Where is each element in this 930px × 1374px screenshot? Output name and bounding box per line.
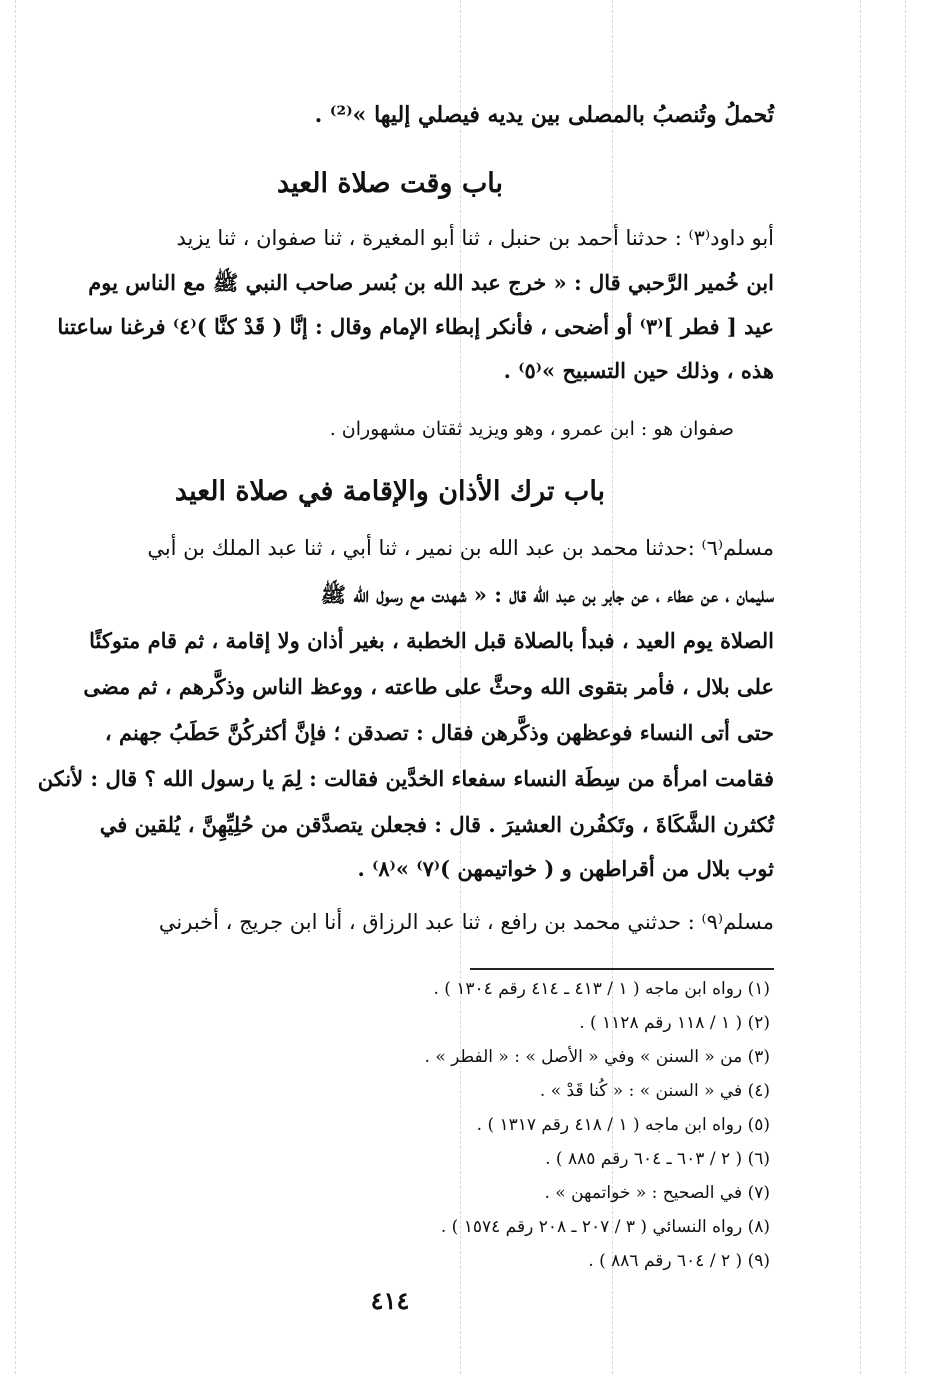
paragraph-line: فقامت امرأة من سِطَة النساء سفعاء الخدَّين فقالت : لِمَ يا رسول الله ؟ قال : لأنكن (37, 766, 774, 791)
paragraph-line: على بلال ، فأمر بتقوى الله وحثَّ على طاعته ، ووعظ الناس وذكَّرهم ، ثم مضى (83, 674, 774, 699)
section-heading-no-adhan: باب ترك الأذان والإقامة في صلاة العيد (174, 476, 606, 507)
section-heading-eid-time: باب وقت صلاة العيد (276, 168, 504, 199)
paragraph-line: حتى أتى النساء فوعظهن وذكَّرهن فقال : تصدقن ؛ فإنَّ أكثركُنَّ حَطَبُ جهنم ، (104, 720, 774, 745)
paragraph-line: ابن خُمير الرَّحبي قال : « خرج عبد الله بن بُسر صاحب النبي ﷺ مع الناس يوم (88, 270, 774, 295)
continuation-line: تُحملُ وتُنصبُ بالمصلى بين يديه فيصلي إليها »⁽²⁾ . (314, 102, 774, 128)
scan-guide-line (860, 0, 861, 1374)
paragraph-line: مسلم⁽٦⁾ :حدثنا محمد بن عبد الله بن نمير ، ثنا أبي ، ثنا عبد الملك بن أبي (147, 536, 774, 560)
footnote-5: (٥) رواه ابن ماجه ( ١ / ٤١٨ رقم ١٣١٧ ) . (476, 1115, 770, 1135)
paragraph-line: هذه ، وذلك حين التسبيح »⁽٥⁾ . (503, 358, 774, 383)
paragraph-line: مسلم⁽٩⁾ : حدثني محمد بن رافع ، ثنا عبد الرزاق ، أنا ابن جريج ، أخبرني (158, 910, 774, 934)
footnote-separator (470, 968, 774, 970)
page-number: ٤١٤ (370, 1286, 410, 1315)
footnote-8: (٨) رواه النسائي ( ٣ / ٢٠٧ ـ ٢٠٨ رقم ١٥٧٤ ) . (440, 1217, 770, 1237)
footnote-6: (٦) ( ٢ / ٦٠٣ ـ ٦٠٤ رقم ٨٨٥ ) . (545, 1149, 770, 1169)
scan-guide-line (905, 0, 906, 1374)
footnote-1: (١) رواه ابن ماجه ( ١ / ٤١٣ ـ ٤١٤ رقم ١٣٠٤ ) . (433, 979, 770, 999)
paragraph-line: عيد [ فطر ]⁽٣⁾ أو أضحى ، فأنكر إبطاء الإمام وقال : إنَّا ( قَدْ كنَّا )⁽٤⁾ فرغنا ساعتنا (57, 314, 774, 339)
footnote-2: (٢) ( ١ / ١١٨ رقم ١١٢٨ ) . (579, 1013, 770, 1033)
narrator-note: صفوان هو : ابن عمرو ، وهو ويزيد ثقتان مشهوران . (329, 418, 734, 440)
paragraph-line: الصلاة يوم العيد ، فبدأ بالصلاة قبل الخطبة ، بغير أذان ولا إقامة ، ثم قام متوكئًا (89, 628, 774, 653)
footnote-9: (٩) ( ٢ / ٦٠٤ رقم ٨٨٦ ) . (588, 1251, 770, 1271)
paragraph-line: ثوب بلال من أقراطهن و ( خواتيمهن )⁽٧⁾ »⁽٨⁾ . (357, 856, 774, 881)
paragraph-line: أبو داود⁽٣⁾ : حدثنا أحمد بن حنبل ، ثنا أبو المغيرة ، ثنا صفوان ، ثنا يزيد (176, 226, 774, 250)
scan-guide-line (15, 0, 16, 1374)
footnote-7: (٧) في الصحيح : « خواتمهن » . (544, 1183, 770, 1203)
paragraph-line: تُكثرن الشَّكَاةَ ، وتَكفُرن العشيرَ . قال : فجعلن يتصدَّقن من حُلِيِّهِنَّ ، يُلقين في (99, 812, 774, 837)
paragraph-line: سليمان ، عن عطاء ، عن جابر بن عبد الله قال : « شهدت مع رسول الله ﷺ (320, 582, 774, 607)
footnote-3: (٣) من « السنن » وفي « الأصل » : « الفطر » . (424, 1047, 770, 1067)
footnote-4: (٤) في « السنن » : « كُنا قَدْ » . (539, 1081, 770, 1101)
